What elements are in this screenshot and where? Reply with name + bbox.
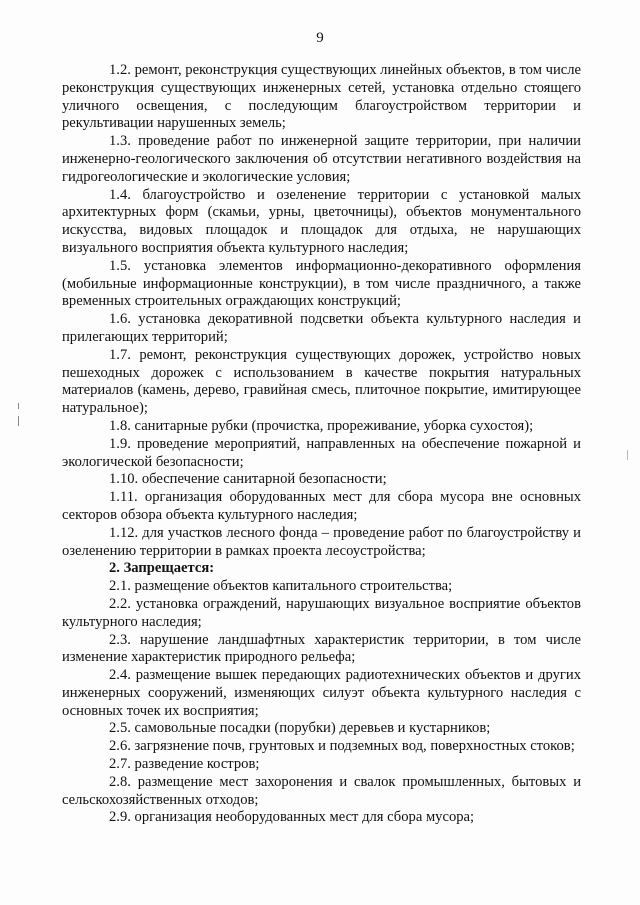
paragraph: 2.6. загрязнение почв, грунтовых и подземных вод, поверхностных стоков; bbox=[109, 738, 575, 755]
paragraph: 1.12. для участков лесного фонда – проведение работ по благоустройству и озеленению территории в рамках проекта лесоустройства; bbox=[62, 524, 581, 559]
paragraph: 2.4. размещение вышек передающих радиотехнических объектов и других инженерных сооружений, изменяющих силуэт объекта культурного наследия с основных точек их восприятия; bbox=[62, 667, 581, 719]
paragraph: 1.10. обеспечение санитарной безопасности; bbox=[109, 471, 387, 488]
paragraph: 2.5. самовольные посадки (порубки) деревьев и кустарников; bbox=[109, 720, 491, 737]
section-heading: 2. Запрещается: bbox=[109, 560, 215, 577]
scan-margin-mark bbox=[18, 403, 19, 409]
paragraph: 1.4. благоустройство и озеленение территории с установкой малых архитектурных форм (скамьи, урны, цветочницы), объектов монументального искусства, видовых площадок и площадок для отдыха, не нарушающих визуального восприятия объекта культурного наследия; bbox=[62, 186, 581, 256]
scan-margin-mark bbox=[18, 416, 19, 426]
paragraph: 2.8. размещение мест захоронения и свалок промышленных, бытовых и сельскохозяйственных отходов; bbox=[62, 773, 581, 808]
paragraph: 1.5. установка элементов информационно-декоративного оформления (мобильные информационные конструкции), в том числе праздничного, а также временных строительных ограждающих конструкций; bbox=[62, 257, 581, 310]
paragraph: 1.7. ремонт, реконструкция существующих дорожек, устройство новых пешеходных дорожек с использованием в качестве покрытия натуральных материалов (камень, дерево, гравийная смесь, плиточное покрытие, имитирующее натуральное); bbox=[62, 346, 581, 417]
paragraph: 1.11. организация оборудованных мест для сбора мусора вне основных секторов обзора объекта культурного наследия; bbox=[62, 489, 581, 523]
paragraph: 1.8. санитарные рубки (прочистка, прореживание, уборка сухостоя); bbox=[109, 417, 534, 434]
paragraph: 2.3. нарушение ландшафтных характеристик территории, в том числе изменение характеристик природного рельефа; bbox=[62, 631, 581, 666]
document-body bbox=[62, 62, 581, 827]
paragraph: 2.2. установка ограждений, нарушающих визуальное восприятие объектов культурного наследия; bbox=[62, 595, 581, 630]
paragraph: 1.3. проведение работ по инженерной защите территории, при наличии инженерно-геологического заключения об отсутствии негативного воздействия на гидрогеологические и экологические условия; bbox=[62, 133, 581, 185]
paragraph: 1.2. ремонт, реконструкция существующих линейных объектов, в том числе реконструкция существующих инженерных сетей, установка отдельно стоящего уличного освещения, с последующим благоустройством территории и рекультивации нарушенных земель; bbox=[62, 62, 581, 132]
paragraph: 1.6. установка декоративной подсветки объекта культурного наследия и прилегающих территорий; bbox=[62, 311, 581, 345]
paragraph: 2.1. размещение объектов капитального строительства; bbox=[109, 578, 453, 595]
paragraph: 2.7. разведение костров; bbox=[109, 756, 260, 773]
page-number: 9 bbox=[316, 30, 324, 46]
paragraph: 1.9. проведение мероприятий, направленных на обеспечение пожарной и экологической безопасности; bbox=[62, 435, 581, 470]
scan-edge-mark bbox=[627, 450, 628, 460]
paragraph: 2.9. организация необорудованных мест для сбора мусора; bbox=[109, 809, 475, 826]
